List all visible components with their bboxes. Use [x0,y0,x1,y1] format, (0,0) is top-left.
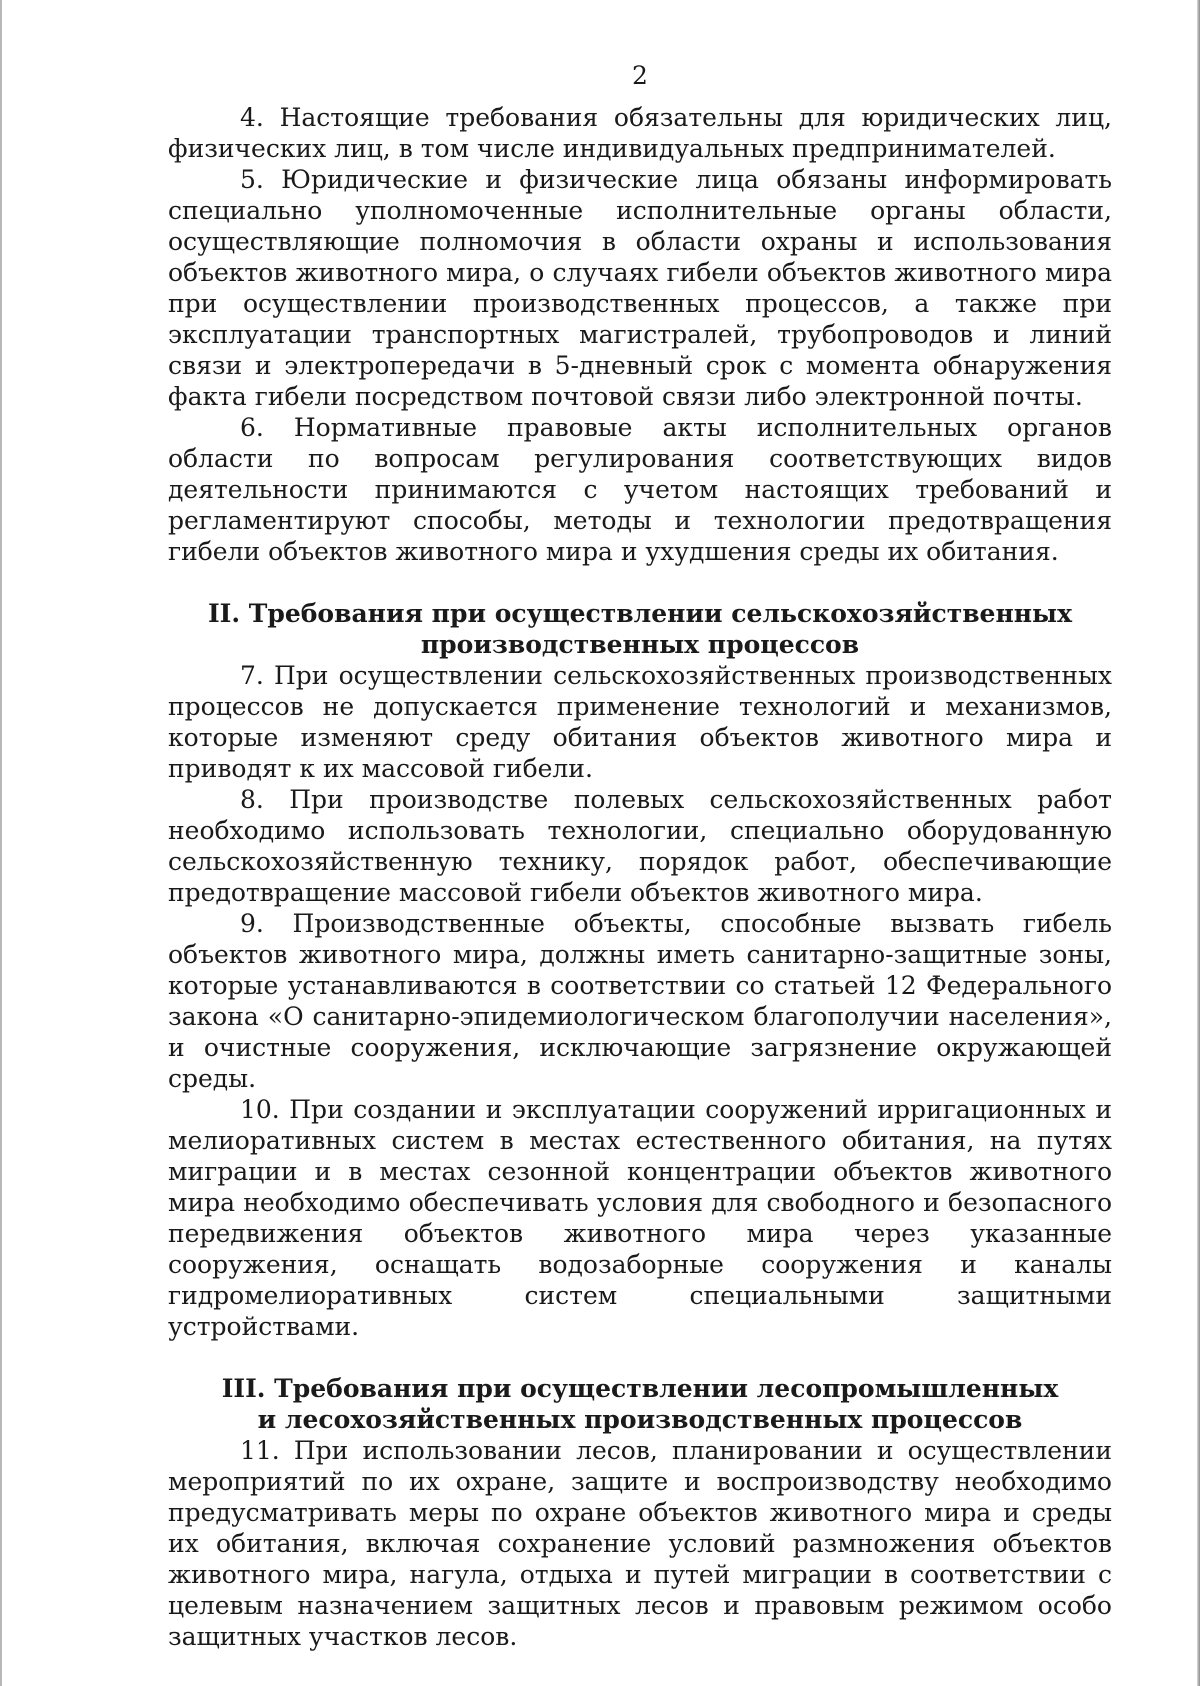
scan-edge-left [0,0,2,1686]
page-number: 2 [632,61,648,90]
paragraph-11: 11. При использовании лесов, планировании и осуществлении мероприятий по их охране, защите и воспроизводству необходимо предусматривать меры по охране объектов животного мира и среды их обитания, включая сохранение условий размножения объектов животного мира, нагула, отдыха и путей миграции в соответствии с целевым назначением защитных лесов и правовым режимом особо защитных участков лесов. [168,1436,1112,1651]
paragraph-5: 5. Юридические и физические лица обязаны информировать специально уполномоченные исполнительные органы области, осуществляющие полномочия в области охраны и использования объектов животного мира, о случаях гибели объектов животного мира при осуществлении производственных процессов, а также при эксплуатации транспортных магистралей, трубопроводов и линий связи и электропередачи в 5-дневный срок с момента обнаружения факта гибели посредством почтовой связи либо электронной почты. [168,165,1112,411]
paragraph-7: 7. При осуществлении сельскохозяйственных производственных процессов не допускается применение технологий и механизмов, которые изменяют среду обитания объектов животного мира и приводят к их массовой гибели. [168,661,1112,783]
document-body [168,60,1112,1652]
section-2-heading-line-2: производственных процессов [420,630,860,659]
paragraph-4: 4. Настоящие требования обязательны для юридических лиц, физических лиц, в том числе индивидуальных предпринимателей. [168,103,1112,163]
paragraph-10: 10. При создании и эксплуатации сооружений ирригационных и мелиоративных систем в местах естественного обитания, на путях миграции и в местах сезонной концентрации объектов животного мира необходимо обеспечивать условия для свободного и безопасного передвижения объектов животного мира через указанные сооружения, оснащать водозаборные сооружения и каналы гидромелиоративных систем специальными защитными устройствами. [168,1095,1112,1341]
section-3-heading-line-2: и лесохозяйственных производственных процессов [257,1405,1023,1434]
paragraph-9: 9. Производственные объекты, способные вызвать гибель объектов животного мира, должны иметь санитарно-защитные зоны, которые устанавливаются в соответствии со статьей 12 Федерального закона «О санитарно-эпидемиологическом благополучии населения», и очистные сооружения, исключающие загрязнение окружающей среды. [168,909,1112,1093]
paragraph-6: 6. Нормативные правовые акты исполнительных органов области по вопросам регулирования соответствующих видов деятельности принимаются с учетом настоящих требований и регламентируют способы, методы и технологии предотвращения гибели объектов животного мира и ухудшения среды их обитания. [168,413,1112,566]
section-2-heading [168,598,1112,660]
section-3-heading-line-1: III. Требования при осуществлении лесопромышленных [221,1374,1059,1403]
section-2-heading-line-1: II. Требования при осуществлении сельскохозяйственных [207,599,1073,628]
paragraph-8: 8. При производстве полевых сельскохозяйственных работ необходимо использовать технологии, специально оборудованную сельскохозяйственную технику, порядок работ, обеспечивающие предотвращение массовой гибели объектов животного мира. [168,785,1112,907]
section-3-heading [168,1373,1112,1435]
